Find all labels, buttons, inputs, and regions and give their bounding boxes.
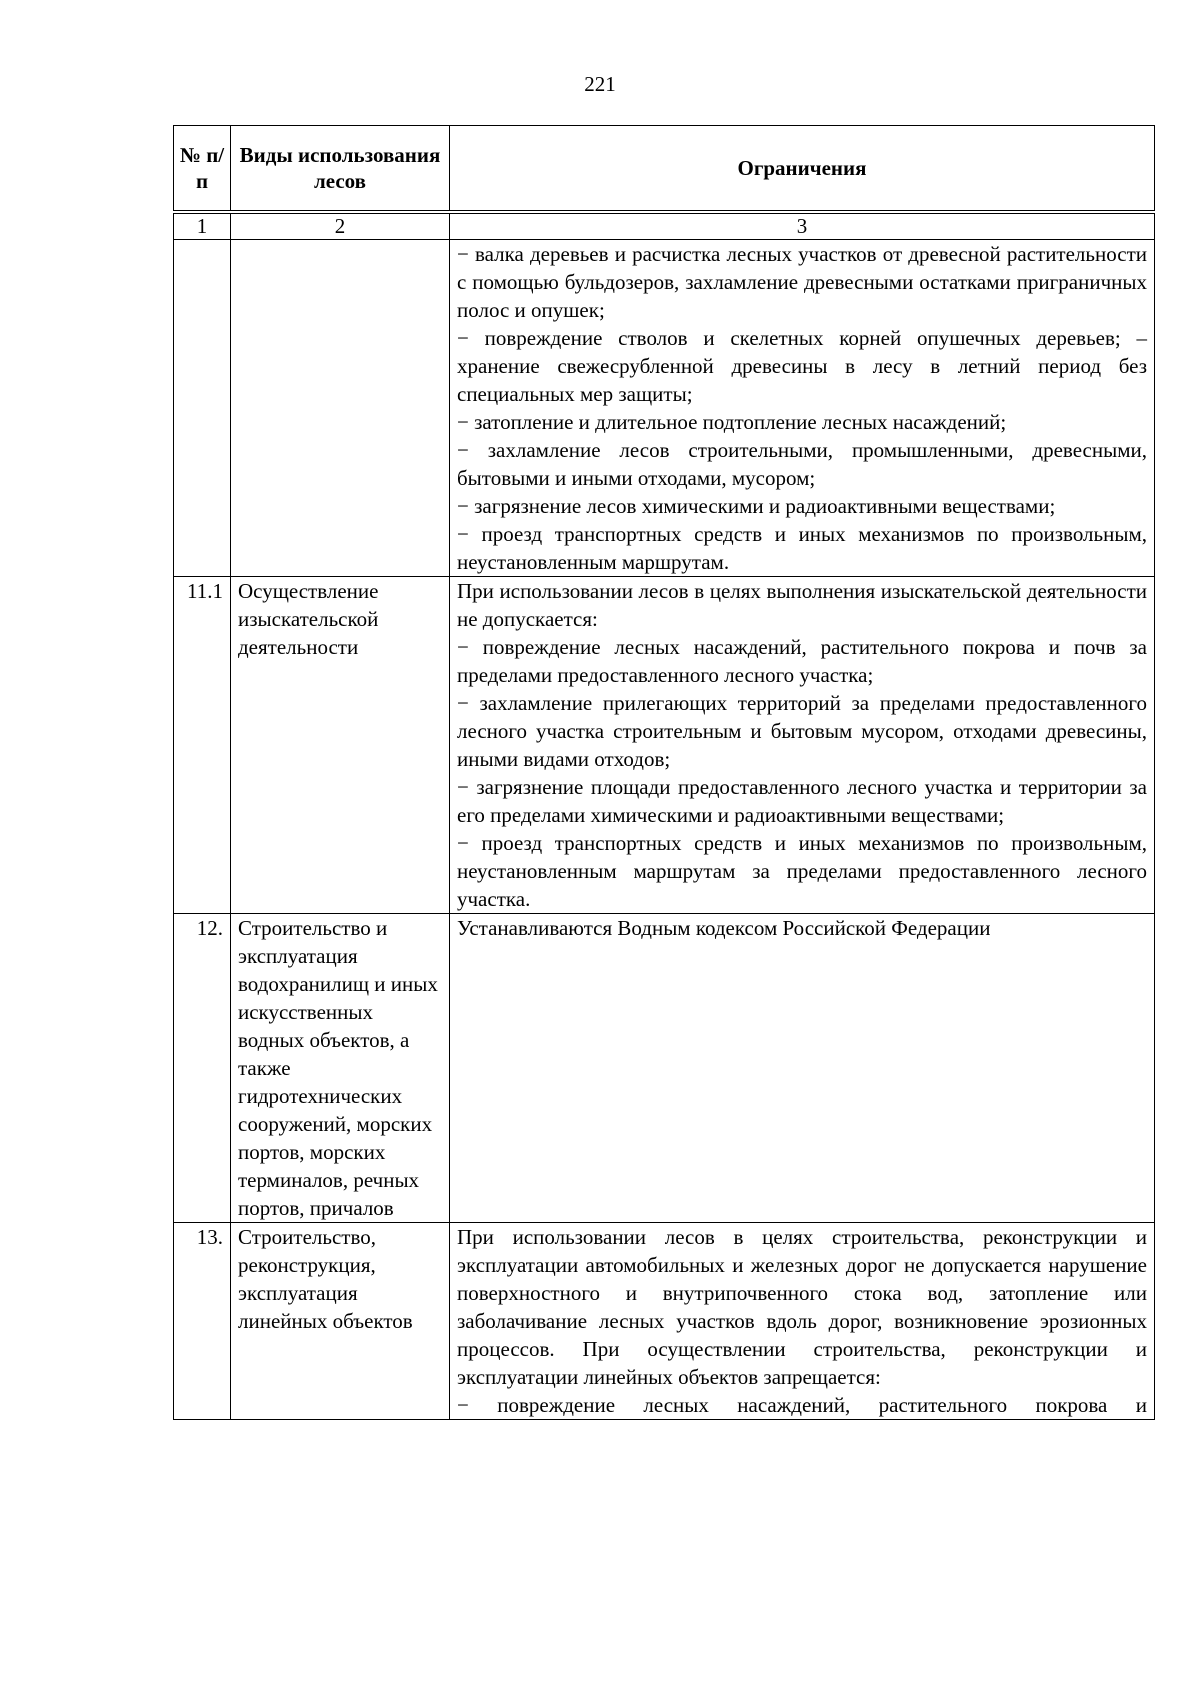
header-forest-use-kind: Виды использования лесов [231,126,450,213]
table-row [174,914,1155,1223]
row-kind: Строительство, реконструкция, эксплуатация линейных объектов [231,1223,450,1420]
row-number: 12. [174,914,231,1223]
restriction-paragraph: − проезд транспортных средств и иных механизмов по произвольным, неустановленным маршрутам за пределами предоставленного лесного участка. [457,831,1147,911]
table-row [174,577,1155,914]
column-number: 1 [174,212,231,240]
page-number: 221 [584,72,616,96]
restriction-paragraph: − захламление прилегающих территорий за пределами предоставленного лесного участка строительным и бытовым мусором, отходами древесины, иными видами отходов; [457,691,1147,771]
row-number: 13. [174,1223,231,1420]
row-kind [231,240,450,577]
restriction-paragraph: При использовании лесов в целях выполнения изыскательской деятельности не допускается: [457,579,1147,631]
row-number: 11.1 [174,577,231,914]
row-restrictions [450,240,1155,577]
table-row [174,1223,1155,1420]
header-restrictions: Ограничения [450,126,1155,213]
restriction-paragraph: − повреждение лесных насаждений, растительного покрова и почв за пределами предоставленного лесного участка; [457,635,1147,687]
restriction-paragraph: При использовании лесов в целях строительства, реконструкции и эксплуатации автомобильных и железных дорог не допускается нарушение поверхностного и внутрипочвенного стока вод, затопление или заболачивание лесных участков вдоль дорог, возникновение эрозионных процессов. При осуществлении строительства, реконструкции и эксплуатации линейных объектов запрещается: [457,1225,1147,1389]
restriction-paragraph: − захламление лесов строительными, промышленными, древесными, бытовыми и иными отходами, мусором; [457,438,1147,490]
column-number: 2 [231,212,450,240]
header-number: № п/п [174,126,231,213]
column-numbers-row [174,212,1155,240]
restriction-paragraph: − валка деревьев и расчистка лесных участков от древесной растительности с помощью бульдозеров, захламление древесными остатками приграничных полос и опушек; [457,242,1147,322]
restrictions-table [173,125,1155,1420]
restriction-paragraph: − загрязнение площади предоставленного лесного участка и территории за его пределами химическими и радиоактивными веществами; [457,775,1147,827]
restriction-paragraph: − загрязнение лесов химическими и радиоактивными веществами; [457,494,1056,518]
row-restrictions [450,577,1155,914]
row-number [174,240,231,577]
restriction-paragraph: − затопление и длительное подтопление лесных насаждений; [457,410,1007,434]
table-row [174,240,1155,577]
restriction-paragraph: − проезд транспортных средств и иных механизмов по произвольным, неустановленным маршрутам. [457,522,1147,574]
restriction-paragraph: − повреждение стволов и скелетных корней опушечных деревьев; – хранение свежесрубленной древесины в лесу в летний период без специальных мер защиты; [457,326,1147,406]
row-kind: Осуществление изыскательской деятельности [231,577,450,914]
column-number: 3 [450,212,1155,240]
restriction-paragraph: − повреждение лесных насаждений, растительного покрова и [457,1393,1147,1417]
row-restrictions [450,1223,1155,1420]
restriction-paragraph: Устанавливаются Водным кодексом Российской Федерации [457,916,991,940]
table-header-row [174,126,1155,213]
row-restrictions [450,914,1155,1223]
row-kind: Строительство и эксплуатация водохранилищ и иных искусственных водных объектов, а также гидротехнических сооружений, морских портов, морских терминалов, речных портов, причалов [231,914,450,1223]
